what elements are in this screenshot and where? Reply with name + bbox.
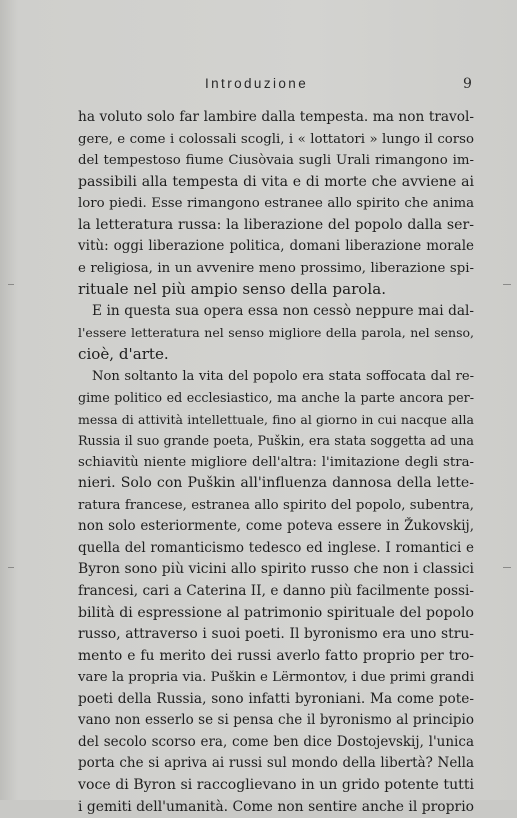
text-line: bilità di espressione al patrimonio spirituale del popolo	[78, 603, 474, 625]
text-line: non solo esteriormente, come poteva essere in Žukovskij,	[78, 516, 474, 538]
text-line: ratura francese, estranea allo spirito del popolo, subentra,	[78, 495, 474, 517]
text-line: mento e fu merito dei russi averlo fatto proprio per tro-	[78, 646, 474, 668]
running-title: Introduzione	[205, 76, 308, 91]
text-line: gere, e come i colossali scogli, i « lottatori » lungo il corso	[78, 129, 474, 151]
text-line: i gemiti dell'umanità. Come non sentire anche il proprio	[78, 797, 474, 818]
text-line: rituale nel più ampio senso della parola.	[78, 279, 474, 301]
margin-mark	[503, 567, 511, 568]
text-line: russo, attraverso i suoi poeti. Il byronismo era uno stru-	[78, 624, 474, 646]
margin-mark	[8, 567, 14, 568]
text-line: del tempestoso fiume Ciusòvaia sugli Urali rimangono im-	[78, 150, 474, 172]
text-line: voce di Byron si raccoglievano in un grido potente tutti	[78, 775, 474, 797]
text-line: E in questa sua opera essa non cessò neppure mai dal-	[78, 301, 474, 323]
text-line: Byron sono più vicini allo spirito russo che non i classici	[78, 559, 474, 581]
text-line: quella del romanticismo tedesco ed inglese. I romantici e	[78, 538, 474, 560]
text-line: cioè, d'arte.	[78, 344, 474, 366]
text-line: messa di attività intellettuale, fino al giorno in cui nacque alla	[78, 409, 474, 431]
text-line: porta che si apriva ai russi sul mondo della libertà? Nella	[78, 753, 474, 775]
margin-mark	[503, 284, 511, 285]
text-line: nieri. Solo con Puškin all'influenza dannosa della lette-	[78, 473, 474, 495]
text-line: vano non esserlo se si pensa che il byronismo al principio	[78, 710, 474, 732]
text-line: ha voluto solo far lambire dalla tempesta. ma non travol-	[78, 107, 474, 129]
running-head	[0, 76, 517, 96]
text-line: l'essere letteratura nel senso migliore della parola, nel senso,	[78, 322, 474, 344]
text-line: vitù: oggi liberazione politica, domani liberazione morale	[78, 236, 474, 258]
text-line: e religiosa, in un avvenire meno prossimo, liberazione spi-	[78, 258, 474, 280]
text-line: gime politico ed ecclesiastico, ma anche la parte ancora per-	[78, 387, 474, 409]
text-line: francesi, cari a Caterina II, e danno più facilmente possi-	[78, 581, 474, 603]
body-text	[78, 107, 474, 818]
text-line: passibili alla tempesta di vita e di morte che avviene ai	[78, 172, 474, 194]
text-line: Russia il suo grande poeta, Puškin, era stata soggetta ad una	[78, 430, 474, 452]
page-number: 9	[463, 76, 472, 92]
text-line: loro piedi. Esse rimangono estranee allo spirito che anima	[78, 193, 474, 215]
text-line: del secolo scorso era, come ben dice Dostojevskij, l'unica	[78, 732, 474, 754]
text-line: la letteratura russa: la liberazione del popolo dalla ser-	[78, 215, 474, 237]
text-line: schiavitù niente migliore dell'altra: l'imitazione degli stra-	[78, 452, 474, 474]
margin-mark	[8, 284, 14, 285]
text-line: vare la propria via. Puškin e Lërmontov, i due primi grandi	[78, 667, 474, 689]
text-line: poeti della Russia, sono infatti byroniani. Ma come pote-	[78, 689, 474, 711]
text-line: Non soltanto la vita del popolo era stata soffocata dal re-	[78, 366, 474, 388]
